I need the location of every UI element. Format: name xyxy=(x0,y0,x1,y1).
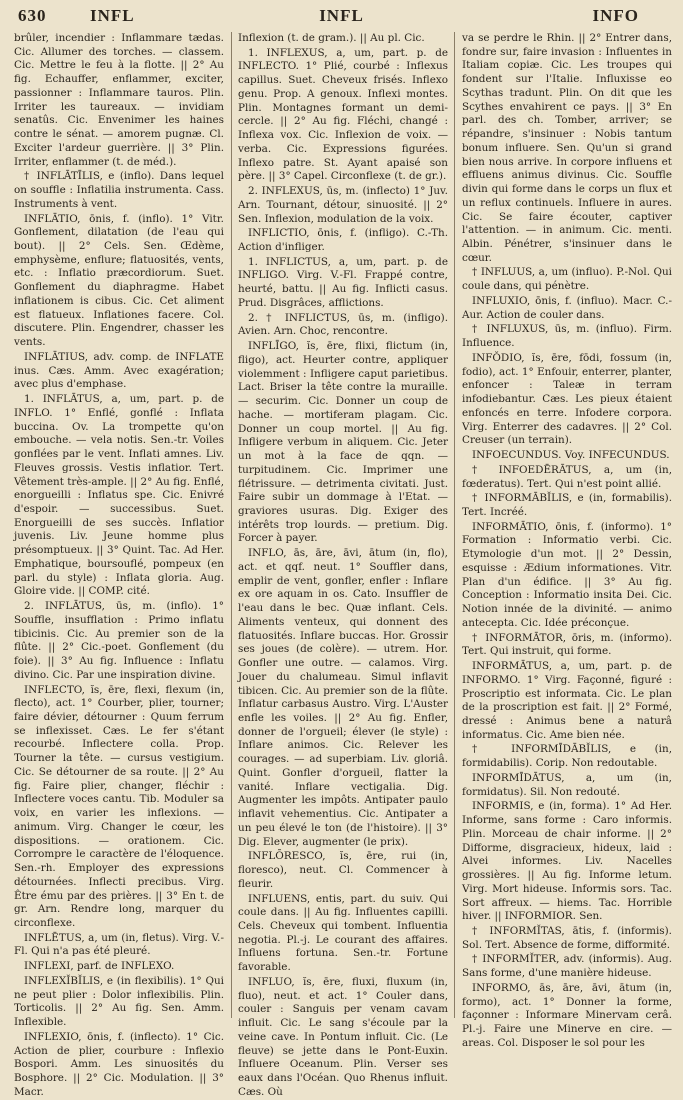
entry-informiter: † INFORMĬTER, adv. (informis). Aug. Sans forme, d'une manière hideuse. xyxy=(462,953,672,980)
page-number: 630 xyxy=(18,6,47,25)
entry-inflatus-1: 1. INFLĀTUS, a, um, part. p. de INFLO. 1° Enflé, gonflé : Inflata buccina. Ov. La trompette qu'on embouche. — vela notis. Sen.-tr. Voiles gonflées par le vent. Inflati amnes. Liv. Fleuves grossis. Vestis inflatior. Tert. Vêtement très-ample. || 2° Au fig. Enflé, enorgueilli : Inflatus spe. Cic. Enivré d'espoir. — successibus. Suet. Enorgueilli de ses succès. Inflatior juvenis. Liv. Jeune homme plus présomptueux. || 3° Quint. Tac. Ad Her. Emphatique, boursouflé, pompeux (en parl. du style) : Inflata gloria. Aug. Gloire vide. || COMP. cité. xyxy=(14,393,224,598)
entry-infodio: INFŎDIO, ĭs, ēre, fōdi, fossum (in, fodio), act. 1° Enfouir, enterrer, planter, enfoncer : Taleæ in terram infodiebantur. Cæs. Les pieux étaient enfoncés en terre. Infodere corpora. Virg. Enterrer des cadavres. || 2° Col. Creuser (un terrain). xyxy=(462,351,672,447)
entry-influus: † INFLUUS, a, um (influo). P.-Nol. Qui coule dans, qui pénètre. xyxy=(462,266,672,293)
entry-informator: † INFORMĀTOR, ōris, m. (informo). Tert. Qui instruit, qui forme. xyxy=(462,631,672,658)
entry-informitas: † INFORMĬTAS, ātis, f. (informis). Sol. Tert. Absence de forme, difformité. xyxy=(462,925,672,951)
entry-infloresco: INFLŌRESCO, ĭs, ēre, rui (in, floresco), neut. Cl. Commencer à fleurir. xyxy=(238,850,448,890)
entry-inflexi: INFLEXI, parf. de INFLEXO. xyxy=(24,960,175,973)
entry-inflatius: INFLĀTIUS, adv. comp. de INFLATE inus. Cæs. Amm. Avec exagération; avec plus d'emphase. xyxy=(14,350,224,391)
entry-inflatus-2: 2. INFLĀTUS, ūs, m. (inflo). 1° Souffle, insufflation : Primo inflatu tibicinis. Cic. Au premier son de la flûte. || 2° Cic.-poet. Gonflement (du foie). || 3° Au fig. Influence : Inflatu divino. Cic. Par une inspiration divine. xyxy=(14,600,224,681)
entry-influxus: † INFLUXUS, ūs, m. (influo). Firm. Influence. xyxy=(462,323,672,350)
entry-inflexus-1: 1. INFLEXUS, a, um, part. p. de INFLECTO. 1° Plié, courbé : Inflexus capillus. Suet. Cheveux frisés. Inflexo genu. Prop. A genoux. Inflexi montes. Plin. Montagnes formant un demi-cercle. || 2° Au fig. Fléchi, changé : Inflexa vox. Cic. Inflexion de voix. — verba. Cic. Expressions figurées. Inflexo patre. St. Ayant apaisé son père. || 3° Capel. Circonflexe (t. de gr.). xyxy=(238,46,448,183)
entry-inflecto: INFLECTO, ĭs, ēre, flexi, flexum (in, flecto), act. 1° Courber, plier, tourner; faire dévier, détourner : Quum ferrum se inflexisset. Cæs. Le fer s'étant recourbé. Inflectere colla. Prop. Tourner la tête. — cursus vestigium. Cic. Se détourner de sa route. || 2° Au fig. Faire plier, changer, fléchir : Inflectere voces cantu. Tib. Moduler sa voix, en varier les inflexions. — animum. Virg. Changer le cœur, les dispositions. — orationem. Cic. Corrompre le caractère de l'éloquence. Sen.-rh. Employer des expressions détournées. Inflecti precibus. Virg. Être ému par des prières. || 3° En t. de gr. Arn. Rendre long, marquer du circonflexe. xyxy=(14,683,224,929)
entry-informidabilis: † INFORMĪDĀBĬLIS, e (in, formidabilis). Corip. Non redoutable. xyxy=(462,743,672,770)
entry-informatio: INFORMĀTIO, ōnis, f. (informo). 1° Formation : Informatio verbi. Cic. Etymologie d'un mot. || 2° Dessin, esquisse : Ædium informationes. Vitr. Plan d'un édifice. || 3° Au fig. Conception : Informatio insita Dei. Cic. Notion innée de la divinité. — animo antecepta. Cic. Idée préconçue. xyxy=(462,520,672,629)
entry-inflexus-2: 2. INFLEXUS, ūs, m. (inflecto) 1° Juv. Arn. Tournant, détour, sinuosité. || 2° Sen. Inflexion, modulation de la voix. xyxy=(238,185,448,225)
entry-informidatus: INFORMĪDĀTUS, a, um (in, formidatus). Sil. Non redouté. xyxy=(462,771,672,798)
entry-informatus: INFORMĀTUS, a, um, part. p. de INFORMO. 1° Virg. Façonné, figuré : Proscriptio est informata. Cic. Le plan de la proscription est fait. || 2° Formé, dressé : Animus bene a naturâ informatus. Cic. Ame bien née. xyxy=(462,660,672,741)
dictionary-columns xyxy=(14,32,672,1098)
entry-inflexio: INFLEXIO, ōnis, f. (inflecto). 1° Cic. Action de plier, courbure : Inflexio Bospori. Amm. Les sinuosités du Bosphore. || 2° Cic. Modulation. || 3° Macr. xyxy=(14,1030,224,1098)
entry-inflictus-2: 2. † INFLICTUS, ūs, m. (infligo). Avien. Arn. Choc, rencontre. xyxy=(238,311,448,338)
entry-infoecundus: INFOECUNDUS. Voy. INFECUNDUS. xyxy=(472,449,670,462)
right-guide-word: INFO xyxy=(592,6,639,25)
entry-informis: INFORMIS, e (in, forma). 1° Ad Her. Informe, sans forme : Caro informis. Plin. Morceau de chair informe. || 2° Difforme, disgracieux, hideux, laid : Alvei informes. Liv. Nacelles grossières. || Au fig. Informe letum. Virg. Mort hideuse. Informis sors. Tac. Sort affreux. — hiems. Tac. Horrible hiver. || INFORMIOR. Sen. xyxy=(462,800,672,923)
entry-influxio: INFLUXIO, ōnis, f. (influo). Macr. C.-Aur. Action de couler dans. xyxy=(462,294,672,321)
entry-paragraph: brûler, incendier : Inflammare tædas. Cic. Allumer des torches. — classem. Cic. Mettre le feu à la flotte. || 2° Au fig. Echauffer, enflammer, exciter, passionner : Inflammare tauros. Plin. Irriter les taureaux. — invidiam senatûs. Cic. Envenimer les haines contre le sénat. — amorem pugnæ. Cl. Exciter l'ardeur guerrière. || 3° Plin. Irriter, enflammer (t. de méd.). xyxy=(14,32,224,168)
entry-influens: INFLUENS, entis, part. du suiv. Qui coule dans. || Au fig. Influentes capilli. Cels. Cheveux qui tombent. Influentia negotia. Pl.-j. Le courant des affaires. Influens fortuna. Sen.-tr. Fortune favorable. xyxy=(238,892,448,974)
entry-infoederatus: † INFOEDĒRĀTUS, a, um (in, fœderatus). Tert. Qui n'est point allié. xyxy=(462,463,672,490)
entry-paragraph: Inflexion (t. de gram.). || Au pl. Cic. xyxy=(238,32,425,44)
left-column xyxy=(14,32,224,1098)
entry-infletus: INFLĒTUS, a, um (in, fletus). Virg. V.-Fl. Qui n'a pas été pleuré. xyxy=(14,931,224,958)
entry-informabilis: † INFORMĀBĬLIS, e (in, formabilis). Tert. Incréé. xyxy=(462,492,672,518)
entry-informo: INFORMO, ās, āre, āvi, ātum (in, formo), act. 1° Donner la forme, façonner : Informare Minervam cerâ. Pl.-j. Faire une Minerve en cire. — areas. Col. Disposer le sol pour les xyxy=(462,981,672,1049)
left-guide-word: INFL xyxy=(90,6,135,25)
entry-inflictus-1: 1. INFLICTUS, a, um, part. p. de INFLIGO. Virg. V.-Fl. Frappé contre, heurté, battu. || Au fig. Inflicti casus. Prud. Disgrâces, afflictions. xyxy=(238,255,448,309)
entry-inflo: INFLO, ās, āre, āvi, ātum (in, flo), act. et qqf. neut. 1° Souffler dans, emplir de vent, gonfler, enfler : Inflare ex ore aquam in os. Cato. Insuffler de l'eau dans le bec. Quæ inflant. Cels. Aliments venteux, qui donnent des flatuosités. Inflare buccas. Hor. Grossir ses joues (de colère). — utrem. Hor. Gonfler une outre. — calamos. Virg. Jouer du chalumeau. Simul inflavit tibicen. Cic. Au premier son de la flûte. Inflatur carbasus Austro. Virg. L'Auster enfle les voiles. || 2° Au fig. Enfler, donner de l'orgueil; élever (le style) : Inflare animos. Cic. Relever les courages. — ad superbiam. Liv. gloriâ. Quint. Gonfler d'orgueil, flatter la vanité. Inflare vectigalia. Dig. Augmenter les impôts. Antipater paulo inflavit vehementius. Cic. Antipater a un peu élevé le ton (de l'histoire). || 3° Dig. Elever, augmenter (le prix). xyxy=(238,547,448,848)
center-guide-word: INFL xyxy=(319,6,364,25)
entry-inflictio: INFLICTIO, ōnis, f. (infligo). C.-Th. Action d'infliger. xyxy=(238,227,448,254)
entry-inflexibilis: INFLEXĬBĬLIS, e (in flexibilis). 1° Qui ne peut plier : Dolor inflexibilis. Plin. Torticolis. || 2° Au fig. Sen. Amm. Inflexible. xyxy=(14,974,224,1029)
right-column xyxy=(462,32,672,1049)
entry-influo: INFLUO, ĭs, ēre, fluxi, fluxum (in, fluo), neut. et act. 1° Couler dans, couler : Sanguis per venam cavam influit. Cic. Le sang s'écoule par la veine cave. In Pontum influit. Cic. (Le fleuve) se jette dans le Pont-Euxin. Influere Oceanum. Plin. Verser ses eaux dans l'Océan. Quo Rhenus influit. Cæs. Où xyxy=(238,975,448,1098)
entry-inflatilis: † INFLĀTĪLIS, e (inflo). Dans lequel on souffle : Inflatilia instrumenta. Cass. Instruments à vent. xyxy=(14,170,224,210)
entry-paragraph: va se perdre le Rhin. || 2° Entrer dans, fondre sur, faire invasion : Influentes in Italiam copiæ. Cic. Les troupes qui fondent sur l'Italie. Influxisse eo Scythas tradunt. Plin. On dit que les Scythes envahirent ce pays. || 3° En parl. des ch. Tomber, arriver; se répandre, s'insinuer : Nobis tantum bonum influere. Sen. Qu'un si grand bien nous arrive. In corpore influens et effluens animus divinus. Cic. Souffle divin qui forme dans le corps un flux et un reflux continuels. Influere in aures. Cic. Se faire écouter, captiver l'attention. — in animum. Cic. menti. Albin. Pénétrer, s'insinuer dans le cœur. xyxy=(462,32,672,264)
entry-inflatio: INFLĀTIO, ōnis, f. (inflo). 1° Vitr. Gonflement, dilatation (de l'eau qui bout). || 2° Cels. Sen. Œdème, emphysème, enflure; flatuosités, vents, etc. : Inflatio præcordiorum. Suet. Gonflement du diaphragme. Habet inflationem is cibus. Cic. Cet aliment est flatueux. Inflationes facere. Col. discutere. Plin. Engendrer, chasser les vents. xyxy=(14,212,224,349)
entry-infligo: INFLĪGO, ĭs, ēre, flixi, flictum (in, fligo), act. Heurter contre, appliquer violemment : Infligere caput parietibus. Lact. Briser la tête contre la muraille. — securim. Cic. Donner un coup de hache. — mortiferam plagam. Cic. Donner un coup mortel. || Au fig. Infligere verbum in aliquem. Cic. Jeter un mot à la face de qqn. — turpitudinem. Cic. Imprimer une flétrissure. — detrimenta civitati. Just. Faire subir un dommage à l'Etat. — graviores usuras. Dig. Exiger des intérêts trop lourds. — pretium. Dig. Forcer à payer. xyxy=(238,340,448,545)
page-header xyxy=(10,6,673,28)
middle-column xyxy=(231,32,455,1098)
